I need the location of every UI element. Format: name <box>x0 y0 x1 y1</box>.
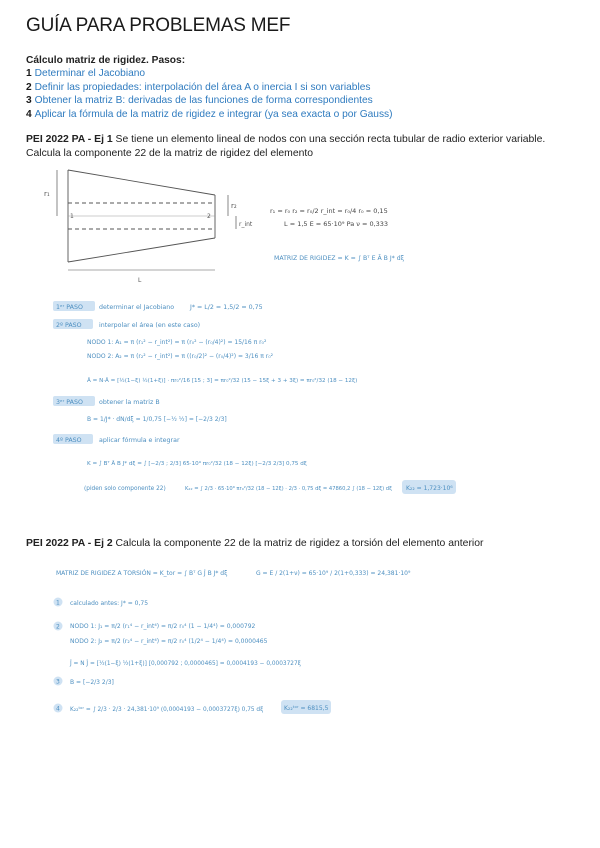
step-number: 3 <box>26 95 32 107</box>
problem-1-label: PEI 2022 PA - Ej 1 <box>26 134 113 145</box>
step-text: Aplicar la fórmula de la matriz de rigidez e integrar (ya sea exacta o por Gauss) <box>34 108 393 120</box>
figure-length-label: L <box>138 277 142 284</box>
p2-step2-interp: Ĵ = N Ĵ = [½(1−ξ) ½(1+ξ)] [0,000792 ; 0,0000465] = 0,0004193 − 0,0003727ξ <box>70 661 301 667</box>
p1-step4-note: (piden solo componente 22) <box>84 486 166 492</box>
p1-step4-text: aplicar fórmula e integrar <box>99 437 180 444</box>
figure-node2-label: 2 <box>207 213 211 220</box>
data-line-2: L = 1,5 E = 65·10⁹ Pa ν = 0,333 <box>284 220 389 228</box>
p2-step1-text: calculado antes: J* = 0,75 <box>70 600 149 607</box>
p1-k22-result: K₂₂ = 1,723·10⁶ <box>406 485 453 492</box>
page-title: GUÍA PARA PROBLEMAS MEF <box>26 15 291 36</box>
p1-step2-interp: Ā = N·Â = [½(1−ξ) ½(1+ξ)] · πr₀²/16 [15 ; 3] = πr₀²/32 (15 − 15ξ + 3 + 3ξ) = πr₀²/32 (18 − 12ξ) <box>87 378 358 384</box>
step-number: 4 <box>26 108 32 120</box>
p1-step3-formula: B = 1/J* · dN/dξ = 1/0,75 [−½ ½] = [−2/3 2/3] <box>87 416 227 423</box>
torsion-formula: MATRIZ DE RIGIDEZ A TORSIÓN = K_tor = ∫ Bᵀ G Ĵ B J* dξ <box>56 570 228 577</box>
p1-step4-label: 4º PASO <box>56 437 82 444</box>
p1-step2-label: 2º PASO <box>56 322 82 329</box>
data-line-1: r₁ = r₀ r₂ = r₀/2 r_int = r₀/4 r₀ = 0,15 <box>270 207 388 215</box>
figure-node1-label: 1 <box>70 213 74 220</box>
p2-step2-node1: NODO 1: J₁ = π/2 (r₁⁴ − r_int⁴) = π/2 r₀⁴ (1 − 1/4⁴) = 0,000792 <box>70 623 256 630</box>
p2-step4-num: 4 <box>56 705 60 713</box>
p1-step2-node2: NODO 2: A₂ = π (r₂² − r_int²) = π ((r₀/2)² − (r₀/4)²) = 3/16 π r₀² <box>87 353 274 360</box>
problem-1-text: Se tiene un elemento lineal de nodos con una sección recta tubular de radio exterior variable. Calcula la componente 22 de la matriz de rigidez del elemento <box>26 134 546 159</box>
p2-step4-text: K₂₂ᵗᵒʳ = ∫ 2/3 · 2/3 · 24,381·10⁹ (0,0004193 − 0,0003727ξ) 0,75 dξ <box>70 707 264 713</box>
p1-step3-text: obtener la matriz B <box>99 399 160 406</box>
p1-step1-result: J* = L/2 = 1,5/2 = 0,75 <box>190 304 263 311</box>
figure-rint-label: r_int <box>239 221 253 228</box>
step-text: Definir las propiedades: interpolación del área A o inercia I si son variables <box>34 81 371 93</box>
p2-step3-text: B = [−2/3 2/3] <box>70 679 114 686</box>
step-number: 2 <box>26 81 32 93</box>
p1-step1-text: determinar el Jacobiano <box>99 304 175 311</box>
figure-r1-label: r₁ <box>44 190 50 198</box>
steps-heading: Cálculo matriz de rigidez. Pasos: <box>26 55 186 66</box>
p2-step1-num: 1 <box>56 599 60 607</box>
p1-step2-text: interpolar el área (en este caso) <box>99 322 201 329</box>
p1-step4-k22: K₂₂ = ∫ 2/3 · 65·10⁹ πr₀²/32 (18 − 12ξ) · 2/3 · 0,75 dξ = 47860,2 ∫ (18 − 12ξ) dξ <box>185 486 392 492</box>
stiffness-formula: MATRIZ DE RIGIDEZ = K = ∫ Bᵀ E Ā B J* dξ <box>274 255 405 262</box>
step-number: 1 <box>26 68 32 80</box>
tapered-element-figure <box>57 170 236 270</box>
p2-step2-num: 2 <box>56 623 60 631</box>
p2-step2-node2: NODO 2: J₂ = π/2 (r₂⁴ − r_int⁴) = π/2 r₀⁴ (1/2⁴ − 1/4⁴) = 0,0000465 <box>70 638 268 645</box>
p2-step3-num: 3 <box>56 678 60 686</box>
shear-modulus: G = E / 2(1+ν) = 65·10⁹ / 2(1+0,333) = 24,381·10⁹ <box>256 570 411 577</box>
step-text: Determinar el Jacobiano <box>34 68 146 80</box>
step-text: Obtener la matriz B: derivadas de las funciones de forma correspondientes <box>34 95 373 107</box>
p1-step4-formula: K = ∫ Bᵀ Ā B J* dξ = ∫ [−2/3 ; 2/3] 65·10⁹ πr₀²/32 (18 − 12ξ) [−2/3 2/3] 0,75 dξ <box>87 461 307 467</box>
p2-k22-result: K₂₂ᵗᵒʳ = 6815,5 <box>284 705 329 712</box>
p1-step2-node1: NODO 1: A₁ = π (r₁² − r_int²) = π (r₀² − (r₀/4)²) = 15/16 π r₀² <box>87 339 267 346</box>
problem-2-label: PEI 2022 PA - Ej 2 <box>26 538 113 549</box>
figure-r2-label: r₂ <box>231 202 237 210</box>
p1-step3-label: 3ᵉʳ PASO <box>56 399 83 406</box>
problem-2-text: Calcula la componente 22 de la matriz de rigidez a torsión del elemento anterior <box>115 538 484 549</box>
p1-step1-label: 1ᵉʳ PASO <box>56 304 83 311</box>
